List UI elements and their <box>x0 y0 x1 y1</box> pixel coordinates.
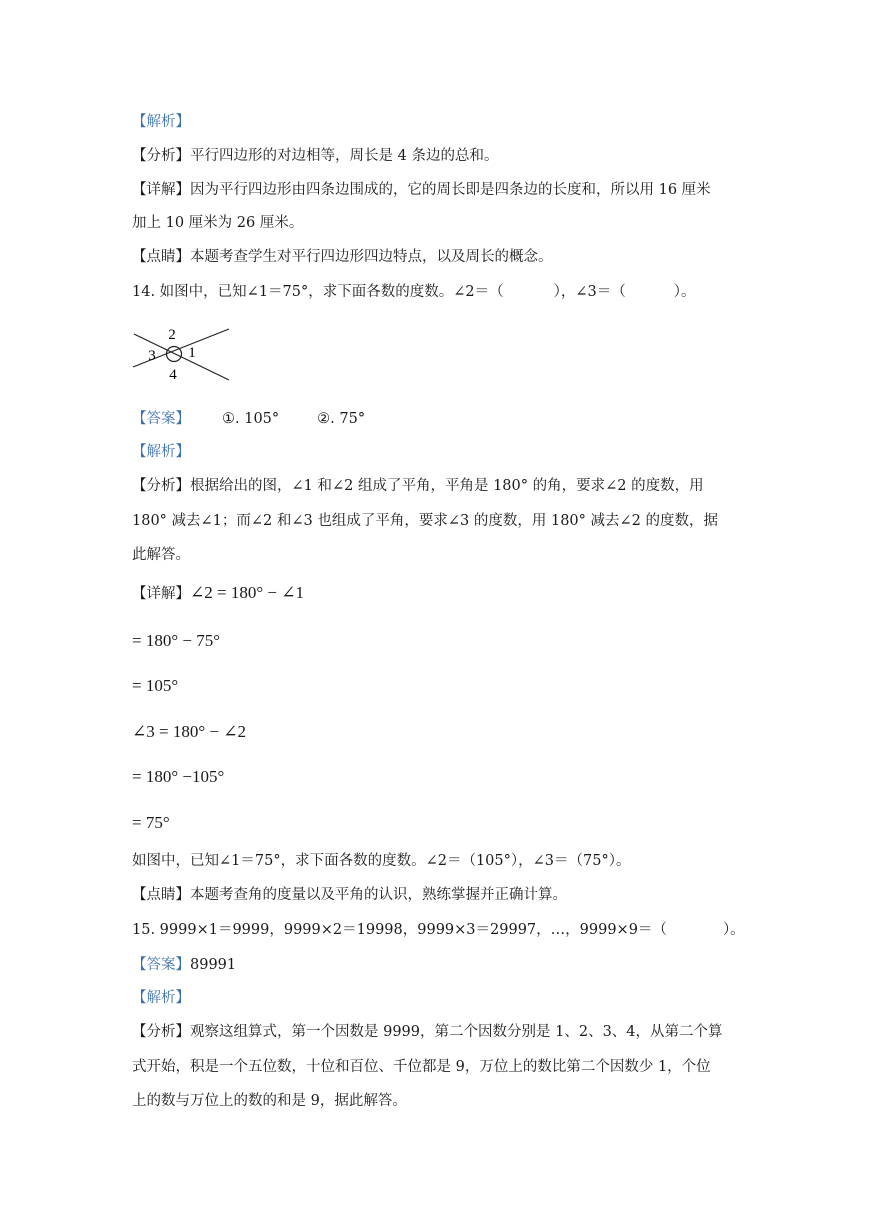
calc-step-6: = 75° <box>132 813 170 832</box>
intersecting-lines-figure <box>128 318 232 394</box>
question-14 <box>132 282 696 302</box>
detail-label: 【详解】 <box>132 586 190 602</box>
question-15-text-b: ）。 <box>722 922 745 938</box>
question-15 <box>132 920 745 940</box>
answer-14 <box>132 409 365 429</box>
comment-paragraph <box>132 885 567 905</box>
analysis-text-line-3: 此解答。 <box>132 547 190 563</box>
analysis-text: 平行四边形的对边相等，周长是 4 条边的总和。 <box>190 148 499 164</box>
answer-label: 【答案】 <box>132 957 190 973</box>
detail-paragraph <box>132 180 711 200</box>
calc-step-2: = 180° − 75° <box>132 631 221 650</box>
comment-text: 本题考查学生对平行四边形四边特点，以及周长的概念。 <box>190 249 553 265</box>
answer-value: 89991 <box>190 957 237 973</box>
analysis-label: 【分析】 <box>132 478 190 494</box>
detail-text: 因为平行四边形由四条边围成的，它的周长即是四条边的长度和，所以用 16 厘米 <box>190 182 711 198</box>
calc-step-3: = 105° <box>132 676 179 695</box>
detail-paragraph <box>132 583 304 604</box>
calc-step-5: = 180° −105° <box>132 767 225 786</box>
angle-label-1: 1 <box>188 345 196 361</box>
analysis-paragraph <box>132 1022 723 1042</box>
analysis-text-line-2: 式开始，积是一个五位数，十位和百位、千位都是 9，万位上的数比第二个因数少 1，个位 <box>132 1059 711 1075</box>
comment-label: 【点睛】 <box>132 249 190 265</box>
angle-label-4: 4 <box>169 367 177 383</box>
restated-answer: 如图中，已知∠1＝75°，求下面各数的度数。∠2＝（105°），∠3＝（75°）。 <box>132 853 631 869</box>
analysis-label: 【分析】 <box>132 148 190 164</box>
answer-15 <box>132 955 236 975</box>
analysis-text: 根据给出的图，∠1 和∠2 组成了平角，平角是 180° 的角，要求∠2 的度数，用 <box>190 478 704 494</box>
answer-label: 【答案】 <box>132 411 190 427</box>
question-14-text-a: 14. 如图中，已知∠1＝75°，求下面各数的度数。∠2＝（ <box>132 284 504 300</box>
comment-paragraph <box>132 247 553 267</box>
question-14-text-b: ），∠3＝（ <box>553 284 626 300</box>
answer-value-1: ①. 105° <box>222 411 280 427</box>
analysis-paragraph <box>132 146 498 166</box>
analysis-text-line-2: 180° 减去∠1；而∠2 和∠3 也组成了平角，要求∠3 的度数，用 180° 减去∠2 的度数，据 <box>132 513 718 529</box>
analysis-text: 观察这组算式，第一个因数是 9999，第二个因数分别是 1、2、3、4，从第二个算 <box>190 1024 723 1040</box>
question-15-text-a: 15. 9999×1＝9999，9999×2＝19998，9999×3＝29997，…，9999×9＝（ <box>132 922 667 938</box>
angle-label-2: 2 <box>168 327 176 343</box>
jiexi-label: 【解析】 <box>132 990 190 1006</box>
comment-label: 【点睛】 <box>132 887 190 903</box>
detail-text-line-2: 加上 10 厘米为 26 厘米。 <box>132 215 304 231</box>
question-14-text-c: ）。 <box>673 284 696 300</box>
analysis-paragraph <box>132 476 704 496</box>
jiexi-label: 【解析】 <box>132 444 190 460</box>
calc-step-1: ∠2 = 180° − ∠1 <box>190 583 304 602</box>
comment-text: 本题考查角的度量以及平角的认识，熟练掌握并正确计算。 <box>190 887 567 903</box>
angle-label-3: 3 <box>148 348 156 364</box>
answer-value-2: ②. 75° <box>317 411 366 427</box>
analysis-label: 【分析】 <box>132 1024 190 1040</box>
detail-label: 【详解】 <box>132 182 190 198</box>
calc-step-4: ∠3 = 180° − ∠2 <box>132 722 246 741</box>
jiexi-label: 【解析】 <box>132 114 190 130</box>
analysis-text-line-3: 上的数与万位上的数的和是 9，据此解答。 <box>132 1093 407 1109</box>
